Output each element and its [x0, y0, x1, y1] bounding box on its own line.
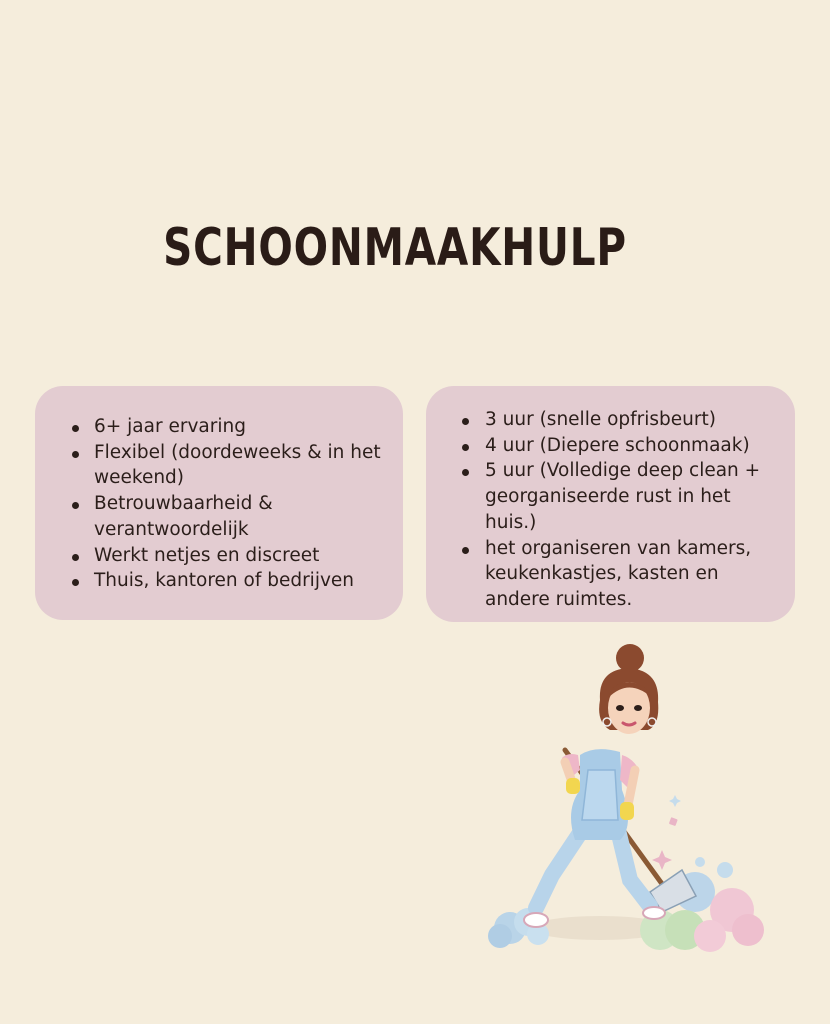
list-item: [448, 407, 777, 433]
list-item-text: 5 uur (Volledige deep clean + georganiseerde rust in het huis.): [485, 460, 761, 533]
services-info-card: [35, 386, 403, 620]
list-item: [448, 536, 777, 613]
bullet-icon: [72, 451, 79, 458]
list-item: [448, 458, 777, 535]
info-list: [57, 414, 383, 594]
list-item: [57, 414, 383, 440]
bullet-icon: [72, 425, 79, 432]
bullet-icon: [462, 418, 469, 425]
bullet-icon: [462, 547, 469, 554]
list-item: [57, 568, 383, 594]
list-item: [448, 433, 777, 459]
list-item: [57, 543, 383, 569]
list-item: [57, 491, 383, 542]
list-item-text: Flexibel (doordeweeks & in het weekend): [94, 441, 381, 489]
list-item-text: Betrouwbaarheid & verantwoordelijk: [94, 493, 273, 540]
bullet-icon: [462, 444, 469, 451]
packages-list: [448, 407, 777, 613]
bullet-icon: [462, 469, 469, 476]
bullet-icon: [72, 579, 79, 586]
list-item-text: 4 uur (Diepere schoonmaak): [485, 434, 750, 456]
bullet-icon: [72, 554, 79, 561]
sparkle-icon: [652, 795, 681, 870]
list-item-text: 3 uur (snelle opfrisbeurt): [485, 409, 716, 430]
list-item: [57, 440, 383, 491]
legs: [524, 830, 665, 927]
list-item-text: 6+ jaar ervaring: [94, 416, 246, 437]
page-title: SCHOONMAAKHULP: [163, 218, 627, 278]
bullet-icon: [72, 502, 79, 509]
head: [599, 644, 658, 734]
packages-card: [426, 386, 795, 622]
list-item-text: het organiseren van kamers, keukenkastjes, kasten en andere ruimtes.: [485, 537, 752, 610]
list-item-text: Thuis, kantoren of bedrijven: [94, 570, 355, 592]
cleaning-woman-sweeping-illustration: [470, 630, 800, 960]
list-item-text: Werkt netjes en discreet: [94, 544, 320, 566]
